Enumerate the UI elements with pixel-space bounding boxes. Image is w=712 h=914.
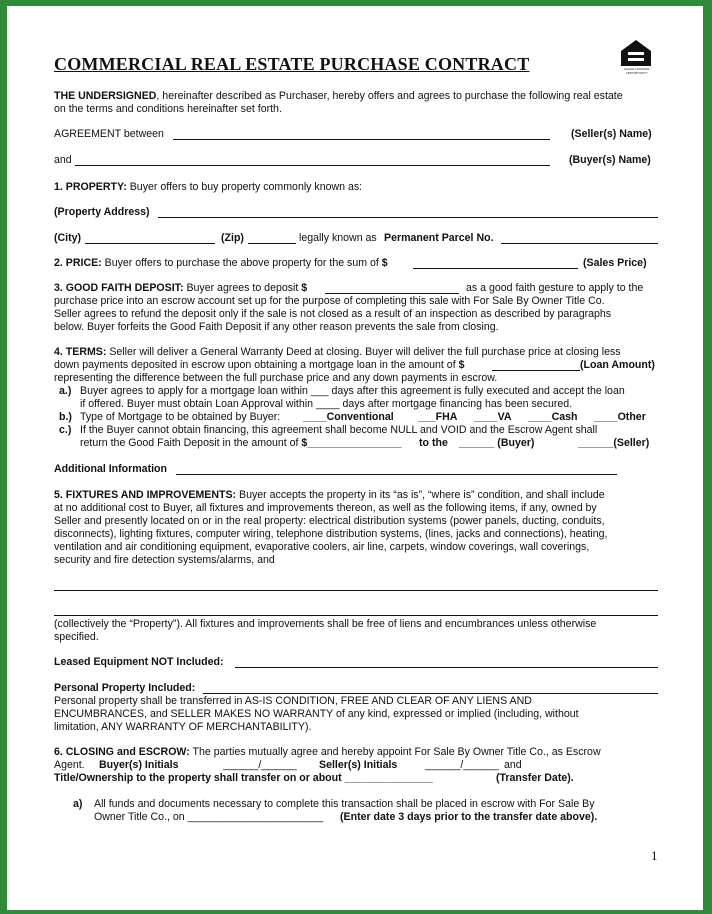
transfer-line: Title/Ownership to the property shall transfer on or about _______________ bbox=[54, 772, 433, 784]
and-text: and bbox=[504, 759, 522, 771]
buyer-initials-blanks[interactable]: ______/______ bbox=[223, 759, 297, 771]
personal-property-line-3: limitation, ANY WARRANTY OF MERCHANTABILITY). bbox=[54, 721, 312, 733]
seller-name-line[interactable] bbox=[173, 139, 550, 140]
terms-line-3: representing the difference between the full purchase price and any down payments in escrow. bbox=[54, 372, 498, 384]
fixtures-line-8: specified. bbox=[54, 631, 99, 643]
seller-initials-blanks[interactable]: ______/______ bbox=[425, 759, 499, 771]
item-a-line-2: if offered. Buyer must obtain Loan Approval within ____ days after mortgage financing has been secured. bbox=[80, 398, 573, 410]
deposit-line-3: Seller agrees to refund the deposit only if the sale is not closed as a result of an inspection as described by paragraphs bbox=[54, 308, 612, 320]
refund-seller[interactable]: ______(Seller) bbox=[578, 437, 650, 449]
option-va[interactable]: ____VA bbox=[474, 411, 512, 423]
mortgage-type-label: Type of Mortgage to be obtained by Buyer: bbox=[80, 411, 281, 423]
fixtures-line-4: disconnects), lighting fixtures, computer wiring, telephone distribution systems, (lines, jacks and connections), heating, bbox=[54, 528, 608, 540]
section-4-terms: 4. TERMS: Seller will deliver a General Warranty Deed at closing. Buyer will deliver the full purchase price at closing less bbox=[54, 346, 621, 358]
item-c-line-1: If the Buyer cannot obtain financing, this agreement shall become NULL and VOID and the Escrow Agent shall bbox=[80, 424, 598, 436]
item-6a-label: a) bbox=[73, 798, 83, 810]
personal-property-line-1: Personal property shall be transferred in AS-IS CONDITION, FREE AND CLEAR OF ANY LIENS AND bbox=[54, 695, 532, 707]
fixtures-line-5: ventilation and air conditioning equipment, evaporative coolers, air line, carpets, window coverings, wall coverings, bbox=[54, 541, 590, 553]
terms-line-2: down payments deposited in escrow upon obtaining a mortgage loan in the amount of $ bbox=[54, 359, 465, 371]
section-5-fixtures: 5. FIXTURES AND IMPROVEMENTS: Buyer accepts the property in its “as is”, “where is” condition, and shall include bbox=[54, 489, 605, 501]
fixtures-blank-line-1[interactable] bbox=[54, 590, 658, 591]
fixtures-blank-line-2[interactable] bbox=[54, 615, 658, 616]
fixtures-line-7: (collectively the “Property”). All fixtures and improvements shall be free of liens and encumbrances unless otherwise bbox=[54, 618, 597, 630]
sellers-name-label: (Seller(s) Name) bbox=[571, 128, 652, 140]
deposit-after-text: as a good faith gesture to apply to the bbox=[466, 282, 644, 294]
item-a-label: a.) bbox=[59, 385, 72, 397]
item-6a-line-2: Owner Title Co., on _______________________ bbox=[94, 811, 324, 823]
page-number: 1 bbox=[651, 848, 658, 863]
transfer-date-label: (Transfer Date). bbox=[496, 772, 574, 784]
property-address-label: (Property Address) bbox=[54, 206, 150, 218]
additional-info-line[interactable] bbox=[176, 474, 617, 475]
fixtures-line-6: security and fire detection systems/alarms, and bbox=[54, 554, 275, 566]
parcel-line[interactable] bbox=[501, 243, 658, 244]
option-cash[interactable]: ____Cash bbox=[528, 411, 578, 423]
sales-price-label: (Sales Price) bbox=[583, 257, 647, 269]
legally-known-label: legally known as bbox=[299, 232, 377, 244]
escrow-agent-label: Agent. bbox=[54, 759, 85, 771]
zip-label: (Zip) bbox=[221, 232, 244, 244]
intro-line-1: THE UNDERSIGNED, hereinafter described as Purchaser, hereby offers and agrees to purchase the following real estate bbox=[54, 90, 623, 102]
fixtures-line-2: at no additional cost to Buyer, all fixtures and improvements thereon, as well as the following items, if any, owned by bbox=[54, 502, 597, 514]
deposit-line-2: purchase price into an escrow account set up for the purpose of completing this sale with For Sale By Owner Title Co. bbox=[54, 295, 605, 307]
item-c-label: c.) bbox=[59, 424, 72, 436]
document-title: COMMERCIAL REAL ESTATE PURCHASE CONTRACT bbox=[54, 54, 530, 74]
buyer-initials-label: Buyer(s) Initials bbox=[99, 759, 179, 771]
option-fha[interactable]: ___FHA bbox=[418, 411, 458, 423]
personal-property-line-2: ENCUMBRANCES, and SELLER MAKES NO WARRANTY of any kind, expressed or implied (including, without bbox=[54, 708, 579, 720]
loan-amount-line[interactable] bbox=[492, 370, 580, 371]
item-6a-line-1: All funds and documents necessary to complete this transaction shall be placed in escrow with For Sale By bbox=[94, 798, 595, 810]
enter-date-note: (Enter date 3 days prior to the transfer date above). bbox=[340, 811, 598, 823]
item-c-line-2: return the Good Faith Deposit in the amount of $________________ bbox=[80, 437, 402, 449]
intro-line-2: on the terms and conditions hereinafter set forth. bbox=[54, 103, 282, 115]
item-b-label: b.) bbox=[59, 411, 72, 423]
buyer-name-line[interactable] bbox=[75, 165, 550, 166]
item-a-line-1: Buyer agrees to apply for a mortgage loan within ___ days after this agreement is fully executed and accept the loan bbox=[80, 385, 625, 397]
deposit-amount-line[interactable] bbox=[325, 293, 459, 294]
city-line[interactable] bbox=[85, 243, 215, 244]
refund-buyer[interactable]: ______ (Buyer) bbox=[459, 437, 535, 449]
leased-equipment-line[interactable] bbox=[235, 667, 658, 668]
and-label: and bbox=[54, 154, 72, 166]
deposit-line-4: below. Buyer forfeits the Good Faith Deposit if any other reason prevents the sale from closing. bbox=[54, 321, 499, 333]
parcel-label: Permanent Parcel No. bbox=[384, 232, 494, 244]
fixtures-line-3: Seller and presently located on or in the real property: electrical distribution systems (power panels, ducting, conduits, bbox=[54, 515, 605, 527]
option-other[interactable]: ____Other bbox=[594, 411, 646, 423]
section-6-closing: 6. CLOSING and ESCROW: The parties mutually agree and hereby appoint For Sale By Owner Title Co., as Escrow bbox=[54, 746, 601, 758]
document-page bbox=[7, 6, 703, 910]
zip-line[interactable] bbox=[248, 243, 296, 244]
agreement-between-label: AGREEMENT between bbox=[54, 128, 164, 140]
seller-initials-label: Seller(s) Initials bbox=[319, 759, 398, 771]
section-3-deposit: 3. GOOD FAITH DEPOSIT: Buyer agrees to deposit $ bbox=[54, 282, 308, 294]
section-1-property: 1. PROPERTY: Buyer offers to buy property commonly known as: bbox=[54, 181, 363, 193]
property-address-line[interactable] bbox=[158, 217, 658, 218]
to-the-label: to the bbox=[419, 437, 448, 449]
logo-text: EQUAL HOUSING OPPORTUNITY bbox=[624, 67, 650, 75]
sales-price-line[interactable] bbox=[413, 268, 578, 269]
section-2-price: 2. PRICE: Buyer offers to purchase the above property for the sum of $ bbox=[54, 257, 388, 269]
personal-property-label: Personal Property Included: bbox=[54, 682, 196, 694]
buyers-name-label: (Buyer(s) Name) bbox=[569, 154, 651, 166]
personal-property-line[interactable] bbox=[203, 693, 658, 694]
loan-amount-label: (Loan Amount) bbox=[580, 359, 655, 371]
additional-info-label: Additional Information bbox=[54, 463, 167, 475]
equal-housing-logo bbox=[619, 38, 653, 78]
option-conventional[interactable]: ____Conventional bbox=[303, 411, 394, 423]
city-label: (City) bbox=[54, 232, 82, 244]
leased-equipment-label: Leased Equipment NOT Included: bbox=[54, 656, 224, 668]
